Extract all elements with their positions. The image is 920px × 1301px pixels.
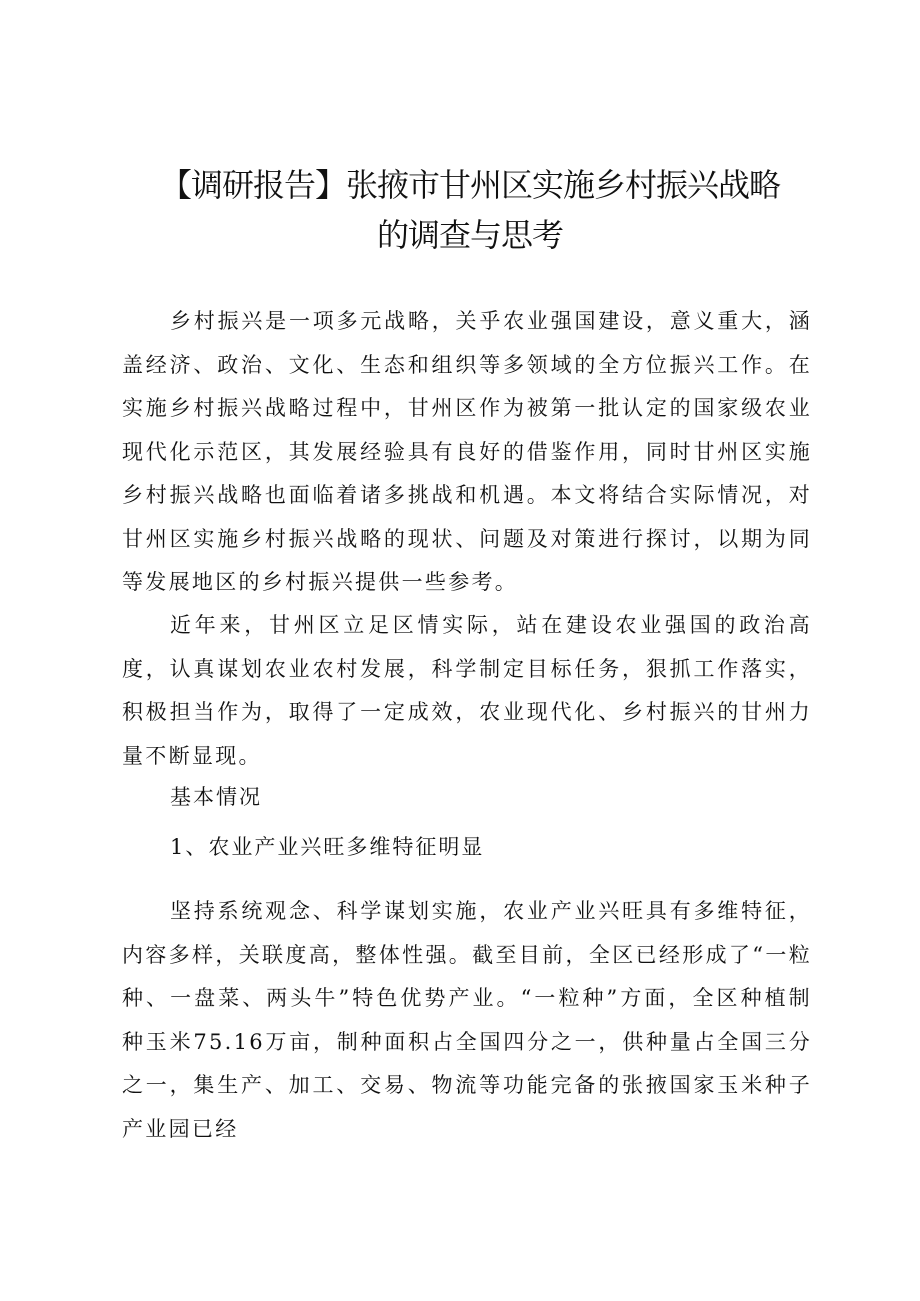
document-title-line-1: 【调研报告】张掖市甘州区实施乡村振兴战略	[159, 166, 780, 204]
achievements-paragraph: 近年来，甘州区立足区情实际，站在建设农业强国的政治高度，认真谋划农业农村发展，科学制定目标任务，狠抓工作落实，积极担当作为，取得了一定成效，农业现代化、乡村振兴的甘州力量不断显现。	[122, 613, 812, 768]
intro-paragraph: 乡村振兴是一项多元战略，关乎农业强国建设，意义重大，涵盖经济、政治、文化、生态和组织等多领域的全方位振兴工作。在实施乡村振兴战略过程中，甘州区作为被第一批认定的国家级农业现代化示范区，其发展经验具有良好的借鉴作用，同时甘州区实施乡村振兴战略也面临着诸多挑战和机遇。本文将结合实际情况，对甘州区实施乡村振兴战略的现状、问题及对策进行探讨，以期为同等发展地区的乡村振兴提供一些参考。	[122, 309, 812, 594]
agriculture-paragraph: 坚持系统观念、科学谋划实施，农业产业兴旺具有多维特征，内容多样，关联度高，整体性强。截至目前，全区已经形成了“一粒种、一盘菜、两头牛”特色优势产业。“一粒种”方面，全区种植制种玉米75.16万亩，制种面积占全国四分之一，供种量占全国三分之一，集生产、加工、交易、物流等功能完备的张掖国家玉米种子产业园已经	[122, 899, 812, 1141]
subsection-heading-agriculture: 1、农业产业兴旺多维特征明显	[170, 835, 485, 859]
section-heading-basic-situation: 基本情况	[170, 785, 262, 809]
document-title-line-2: 的调查与思考	[376, 216, 563, 254]
